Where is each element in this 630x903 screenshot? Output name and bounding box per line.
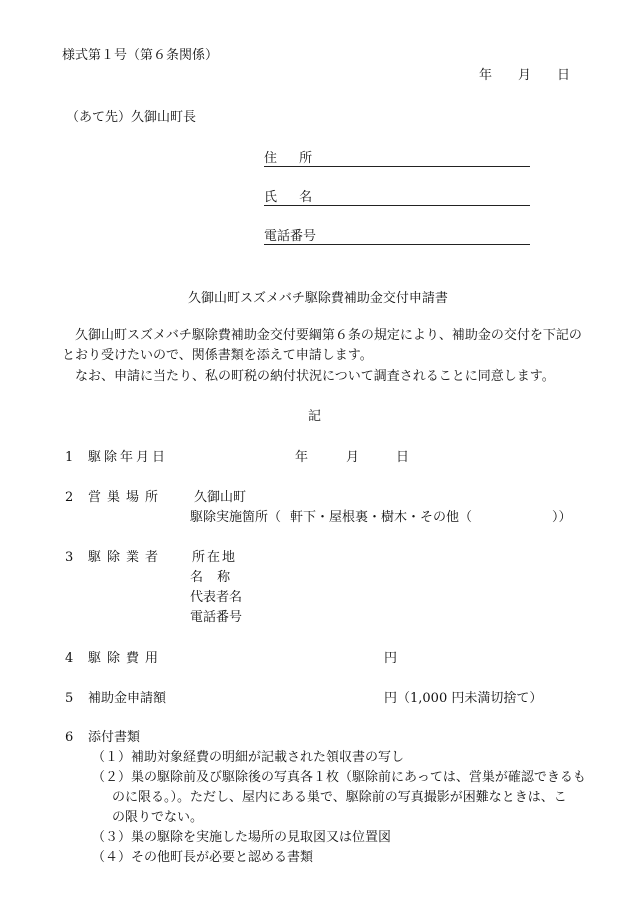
date-month: 月 bbox=[518, 68, 532, 83]
item-1-month: 月 bbox=[346, 450, 360, 465]
attachment-2-line-1: （２）巣の駆除前及び駆除後の写真各１枚（駆除前にあっては、営巣が確認できるも bbox=[92, 770, 586, 785]
item-5-label: 補助金申請額 bbox=[88, 691, 167, 706]
item-3-field-representative: 代表者名 bbox=[190, 590, 243, 605]
attachment-2-line-2: のに限る。）。ただし、屋内にある巣で、駆除前の写真撮影が困難なときは、こ bbox=[112, 790, 567, 805]
body-paragraph-1-line-2: とおり受けたいので、関係書類を添えて申請します。 bbox=[62, 348, 373, 363]
addressee: （あて先）久御山町長 bbox=[66, 110, 197, 125]
attachment-1: （１）補助対象経費の明細が記載された領収書の写し bbox=[92, 750, 405, 765]
date-year: 年 bbox=[479, 68, 493, 83]
body-paragraph-1-line-1: 久御山町スズメバチ駆除費補助金交付要綱第６条の規定により、補助金の交付を下記の bbox=[75, 328, 582, 343]
item-4-unit: 円 bbox=[384, 651, 398, 666]
document-title: 久御山町スズメバチ駆除費補助金交付申請書 bbox=[188, 291, 448, 306]
item-1-label: 駆除年月日 bbox=[88, 450, 169, 465]
item-2-town: 久御山町 bbox=[194, 490, 247, 505]
item-3-number: 3 bbox=[65, 550, 74, 565]
item-2-site-options: 軒下・屋根裏・樹木・その他（ bbox=[290, 510, 473, 525]
item-4-number: 4 bbox=[65, 651, 74, 666]
phone-label: 電話番号 bbox=[264, 229, 317, 244]
body-paragraph-2: なお、申請に当たり、私の町税の納付状況について調査されることに同意します。 bbox=[75, 369, 555, 384]
item-3-field-phone: 電話番号 bbox=[190, 610, 243, 625]
form-number: 様式第１号（第６条関係） bbox=[62, 48, 219, 63]
name-label: 氏 名 bbox=[264, 190, 322, 205]
phone-line[interactable] bbox=[264, 244, 530, 245]
item-1-year: 年 bbox=[295, 450, 309, 465]
attachment-2-line-3: の限りでない。 bbox=[112, 810, 204, 825]
item-1-number: 1 bbox=[65, 450, 74, 465]
item-3-field-name: 名 称 bbox=[190, 570, 236, 585]
item-4-label: 駆除費用 bbox=[88, 651, 165, 666]
item-5-number: 5 bbox=[65, 691, 74, 706]
name-line[interactable] bbox=[264, 205, 530, 206]
ki-heading: 記 bbox=[308, 409, 322, 424]
item-3-field-location: 所在地 bbox=[192, 550, 238, 565]
item-2-label: 営巣場所 bbox=[88, 490, 165, 505]
attachment-4: （４）その他町長が必要と認める書類 bbox=[92, 850, 314, 865]
item-6-label: 添付書類 bbox=[88, 730, 141, 745]
address-line[interactable] bbox=[264, 166, 530, 167]
item-2-number: 2 bbox=[65, 490, 74, 505]
attachment-3: （３）巣の駆除を実施した場所の見取図又は位置図 bbox=[92, 830, 392, 845]
item-1-day: 日 bbox=[396, 450, 410, 465]
item-3-label: 駆除業者 bbox=[88, 550, 165, 565]
item-6-number: 6 bbox=[65, 730, 74, 745]
date-day: 日 bbox=[557, 68, 571, 83]
item-2-site-label: 駆除実施箇所（ bbox=[190, 510, 282, 525]
item-5-unit: 円（1,000 円未満切捨て） bbox=[384, 691, 543, 706]
item-2-site-close: ）） bbox=[552, 510, 572, 525]
address-label: 住 所 bbox=[264, 151, 322, 166]
